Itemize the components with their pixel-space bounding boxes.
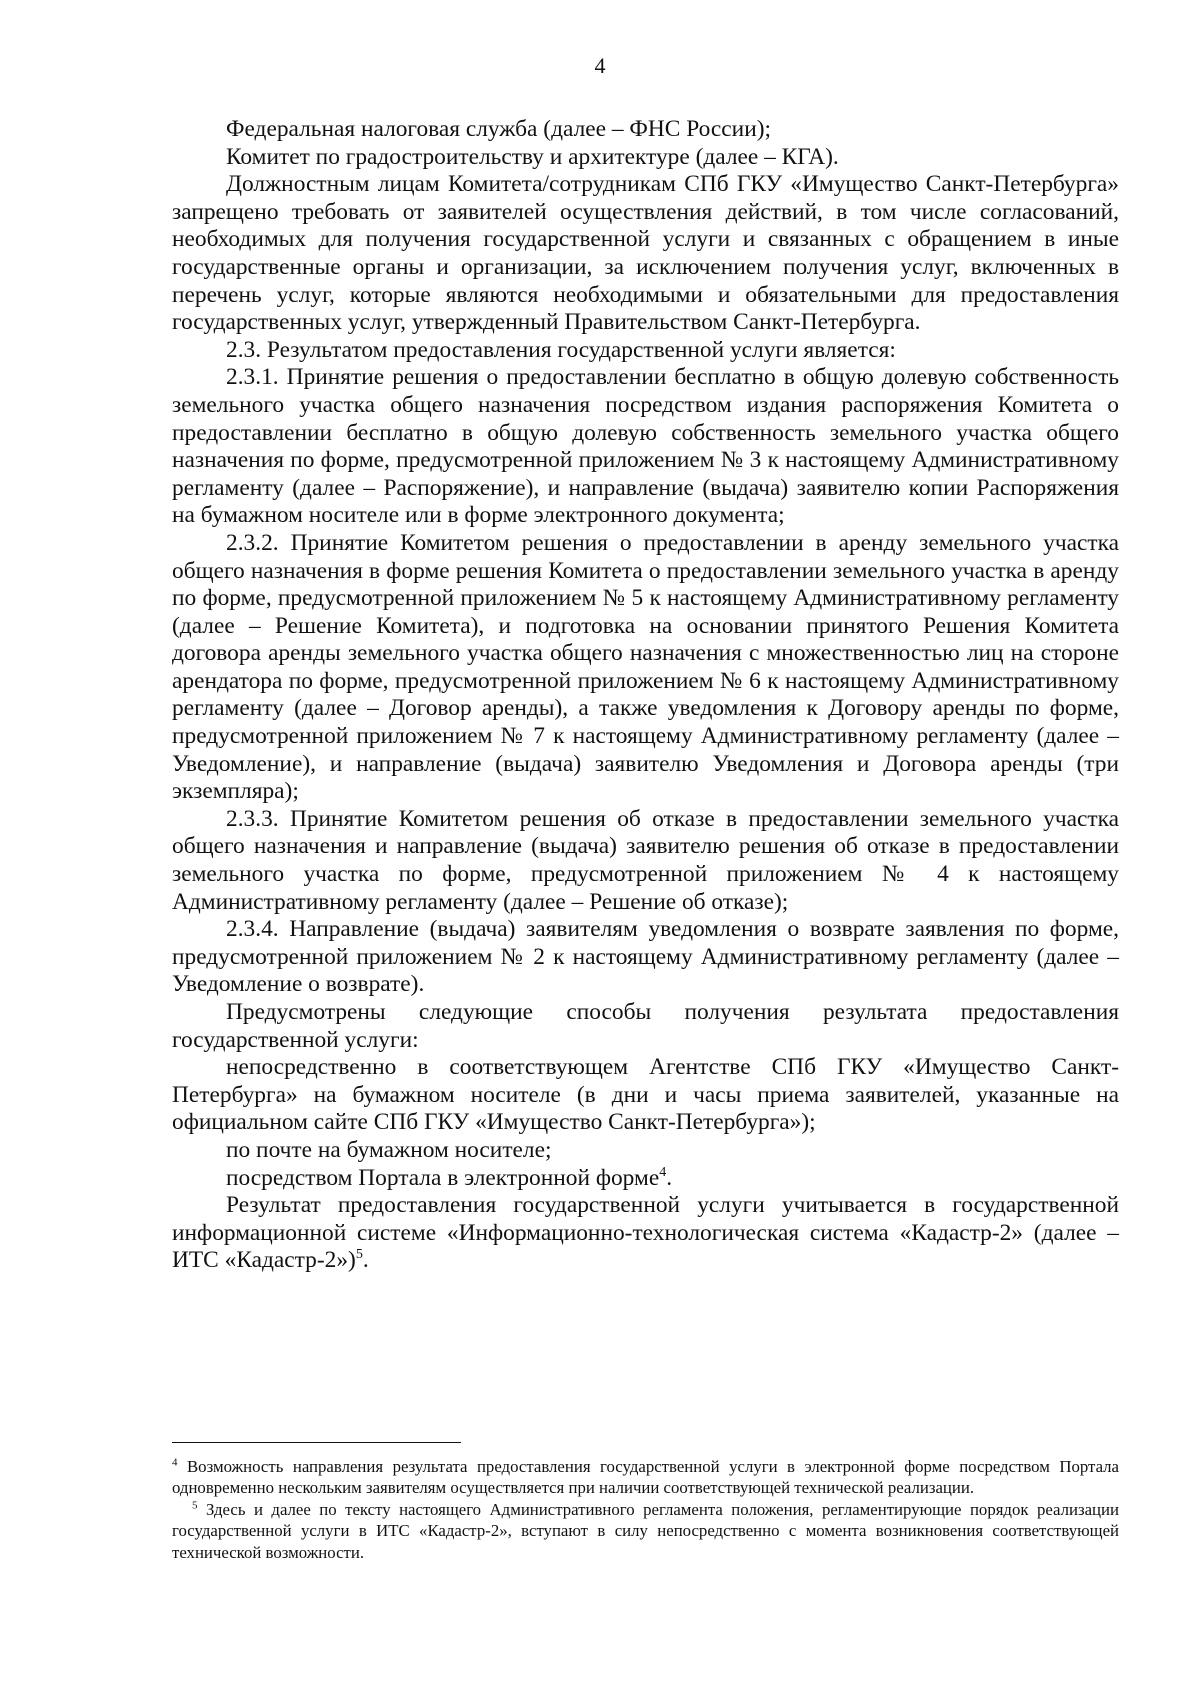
document-body [172,116,1119,1275]
paragraph: Должностным лицам Комитета/сотрудникам СПб ГКУ «Имущество Санкт-Петербурга» запрещено требовать от заявителей осуществления действий, в том числе согласований, необходимых для получения государственной услуги и связанных с обращением в иные государственные органы и организации, за исключением получения услуг, включенных в перечень услуг, которые являются необходимыми и обязательными для предоставления государственных услуг, утвержденный Правительством Санкт-Петербурга. [172,171,1119,336]
footnotes [172,1456,1119,1563]
paragraph: 2.3. Результатом предоставления государственной услуги является: [226,336,896,363]
footnote: $^5$ Здесь и далее по тексту настоящего Административного регламента положения, регламентирующие порядок реализации государственной услуги в ИТС «Кадастр-2», вступают в силу непосредственно с момента возникновения соответствующей технической возможности. [172,1499,1119,1562]
paragraph: 2.3.3. Принятие Комитетом решения об отказе в предоставлении земельного участка общего назначения и направление (выдача) заявителю решения об отказе в предоставлении земельного участка по форме, предусмотренной приложением № 4 к настоящему Административному регламенту (далее – Решение об отказе); [172,805,1119,915]
paragraph: непосредственно в соответствующем Агентстве СПб ГКУ «Имущество Санкт-Петербурга» на бумажном носителе (в дни и часы приема заявителей, указанные на официальном сайте СПб ГКУ «Имущество Санкт-Петербурга»); [172,1054,1119,1136]
footnote-mark: 4 [172,1456,178,1469]
paragraph: Результат предоставления государственной услуги учитывается в государственной информационной системе «Информационно-технологическая система «Кадастр-2» (далее – ИТС «Кадастр-2»)$^5$. [172,1192,1119,1274]
footnote-reference: 5 [355,1247,363,1263]
paragraph: 2.3.2. Принятие Комитетом решения о предоставлении в аренду земельного участка общего назначения в форме решения Комитета о предоставлении земельного участка в аренду по форме, предусмотренной приложением № 5 к настоящему Административному регламенту (далее – Решение Комитета), и подготовка на основании принятого Решения Комитета договора аренды земельного участка общего назначения с множественностью лиц на стороне арендатора по форме, предусмотренной приложением № 6 к настоящему Административному регламенту (далее – Договор аренды), а также уведомления к Договору аренды по форме, предусмотренной приложением № 7 к настоящему Административному регламенту (далее – Уведомление), и направление (выдача) заявителю Уведомления и Договора аренды (три экземпляра); [172,529,1119,805]
footnote-reference: 4 [659,1164,667,1180]
paragraph: Предусмотрены следующие способы получения результата предоставления государственной услуги: [172,999,1119,1053]
paragraph: Федеральная налоговая служба (далее – ФНС России); [226,116,772,142]
paragraph: по почте на бумажном носителе; [226,1136,552,1163]
footnote-separator [172,1442,461,1443]
footnote-mark: 5 [192,1499,198,1512]
paragraph: 2.3.4. Направление (выдача) заявителям уведомления о возврате заявления по форме, предусмотренной приложением № 2 к настоящему Административному регламенту (далее – Уведомление о возврате). [172,916,1119,998]
footnote: $^4$ Возможность направления результата предоставления государственной услуги в электронной форме посредством Портала одновременно нескольким заявителям осуществляется при наличии соответствующей технической реализации. [172,1456,1119,1498]
page-number: 4 [594,53,606,78]
paragraph: Комитет по градостроительству и архитектуре (далее – КГА). [226,143,839,170]
paragraph: посредством Портала в электронной форме$^4$. [226,1164,673,1191]
paragraph: 2.3.1. Принятие решения о предоставлении бесплатно в общую долевую собственность земельного участка общего назначения посредством издания распоряжения Комитета о предоставлении бесплатно в общую долевую собственность земельного участка общего назначения по форме, предусмотренной приложением № 3 к настоящему Административному регламенту (далее – Распоряжение), и направление (выдача) заявителю копии Распоряжения на бумажном носителе или в форме электронного документа; [172,364,1119,529]
